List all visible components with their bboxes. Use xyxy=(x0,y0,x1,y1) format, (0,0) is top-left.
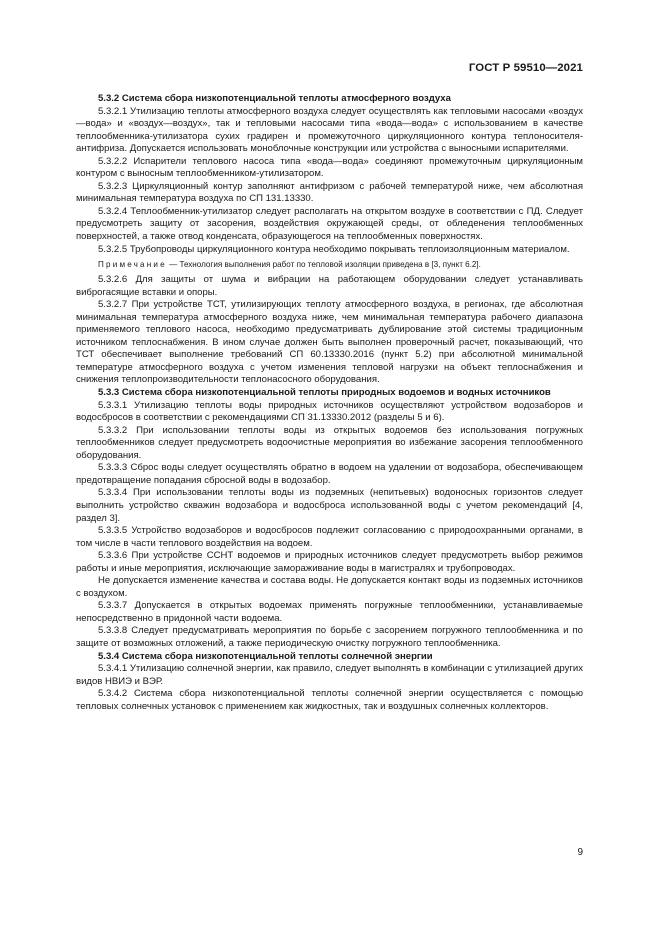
paragraph-5-3-3-6: 5.3.3.6 При устройстве ССНТ водоемов и природных источников следует предусмотреть выбор режимов работы и иные мероприятия, исключающие замораживание воды в магистралях и трубопроводах. xyxy=(76,550,583,574)
paragraph-5-3-4-1: 5.3.4.1 Утилизацию солнечной энергии, как правило, следует выполнять в комбинации с утилизацией других видов НВИЭ и ВЭР. xyxy=(76,663,583,687)
paragraph-5-3-2-3: 5.3.2.3 Циркуляционный контур заполняют антифризом с рабочей температурой ниже, чем абсолютная минимальная температура воздуха по СП 131.13330. xyxy=(76,180,583,205)
section-heading-5-3-2: 5.3.2 Система сбора низкопотенциальной теплоты атмосферного воздуха xyxy=(98,93,451,104)
paragraph-5-3-3-5: 5.3.3.5 Устройство водозаборов и водосбросов подлежит согласованию с природоохранными органами, в том числе в части теплового воздействия на водоем. xyxy=(76,525,583,549)
paragraph-5-3-3-1: 5.3.3.1 Утилизацию теплоты воды природных источников осуществляют устройством водозаборов и водосбросов в соответствии с рекомендациями СП 31.13330.2012 (разделы 5 и 6). xyxy=(76,399,583,424)
note xyxy=(76,259,583,271)
paragraph-5-3-2-6: 5.3.2.6 Для защиты от шума и вибрации на работающем оборудовании следует устанавливать виброгасящие вставки и опоры. xyxy=(76,274,583,298)
section-heading-5-3-4: 5.3.4 Система сбора низкопотенциальной теплоты солнечной энергии xyxy=(98,650,433,662)
paragraph-5-3-2-2: 5.3.2.2 Испарители теплового насоса типа «вода—вода» соединяют промежуточным циркуляционным контуром с выносным теплообменником-утилизатором. xyxy=(76,155,583,180)
paragraph-5-3-3-3: 5.3.3.3 Сброс воды следует осуществлять обратно в водоем на удалении от водозабора, обеспечивающем предотвращение попадания сбросной воды в водозабор. xyxy=(76,462,583,486)
paragraph-5-3-2-1: 5.3.2.1 Утилизацию теплоты атмосферного воздуха следует осуществлять как тепловыми насосами «воздух—вода» и «воздух—воздух», так и тепловыми насосами типа «вода—вода» с использованием в качестве теплообменника-утилизатора сухих градирен и промежуточного циркуляционного контура теплоносителя-антифриза. Допускается использовать моноблочные конструкции или устройства с выносными испарителями. xyxy=(76,105,583,155)
paragraph-5-3-3-4: 5.3.3.4 При использовании теплоты воды из подземных (непитьевых) водоносных горизонтов следует выполнить устройство скважин водозабора и водосброса использованной воды с учетом рекомендаций [4, раздел 3]. xyxy=(76,487,583,524)
paragraph-5-3-2-4: 5.3.2.4 Теплообменник-утилизатор следует располагать на открытом воздухе в соответствии с ПД. Следует предусмотреть защиту от засорения, воздействия окружающей среды, от обледенения теплообменных поверхностей, а также отвод конденсата, образующегося на теплообменных поверхностях. xyxy=(76,205,583,243)
paragraph-5-3-2-5: 5.3.2.5 Трубопроводы циркуляционного контура необходимо покрывать теплоизоляционным материалом. xyxy=(98,243,570,255)
note-text: — Технология выполнения работ по тепловой изоляции приведена в [3, пункт 6.2]. xyxy=(166,260,481,270)
document-body xyxy=(76,93,583,713)
paragraph-5-3-2-7: 5.3.2.7 При устройстве ТСТ, утилизирующих теплоту атмосферного воздуха, в регионах, где абсолютная минимальная температура атмосферного воздуха ниже, чем минимальная температура рабочего диапазона применяемого теплового насоса, необходимо предусматривать дублирование этой системы традиционным источником теплоснабжения. В ином случае должен быть выполнен проверочный расчет, показывающий, что ТСТ обеспечивает выполнение требований СП 60.13330.2016 (пункт 5.2) при абсолютной минимальной температуре атмосферного воздуха с учетом изменения тепловой нагрузки на объект теплоснабжения и снижения теплопроизводительности теплонасосного оборудования. xyxy=(76,299,583,386)
document-header-id: ГОСТ Р 59510—2021 xyxy=(468,62,583,74)
note-label: Примечание xyxy=(98,260,167,270)
paragraph-5-3-3-2: 5.3.3.2 При использовании теплоты воды из открытых водоемов без использования погружных теплообменников следует предусмотреть водоочистные мероприятия во избежание засорения теплообменного оборудования. xyxy=(76,424,583,461)
page-number: 9 xyxy=(577,847,583,858)
paragraph-5-3-4-2: 5.3.4.2 Система сбора низкопотенциальной теплоты солнечной энергии осуществляется с помощью тепловых солнечных установок с применением как жидкостных, так и воздушных солнечных коллекторов. xyxy=(76,688,583,712)
paragraph-5-3-3-6-cont: Не допускается изменение качества и состава воды. Не допускается контакт воды из подземных источников с воздухом. xyxy=(76,575,583,599)
section-heading-5-3-3: 5.3.3 Система сбора низкопотенциальной теплоты природных водоемов и водных источников xyxy=(98,387,551,399)
paragraph-5-3-3-7: 5.3.3.7 Допускается в открытых водоемах применять погружные теплообменники, устанавливаемые непосредственно в придонной части водоема. xyxy=(76,600,583,624)
paragraph-5-3-3-8: 5.3.3.8 Следует предусматривать мероприятия по борьбе с засорением погружного теплообменника и по защите от возможных отложений, а также периодическую очистку погружного теплообменника. xyxy=(76,625,583,649)
